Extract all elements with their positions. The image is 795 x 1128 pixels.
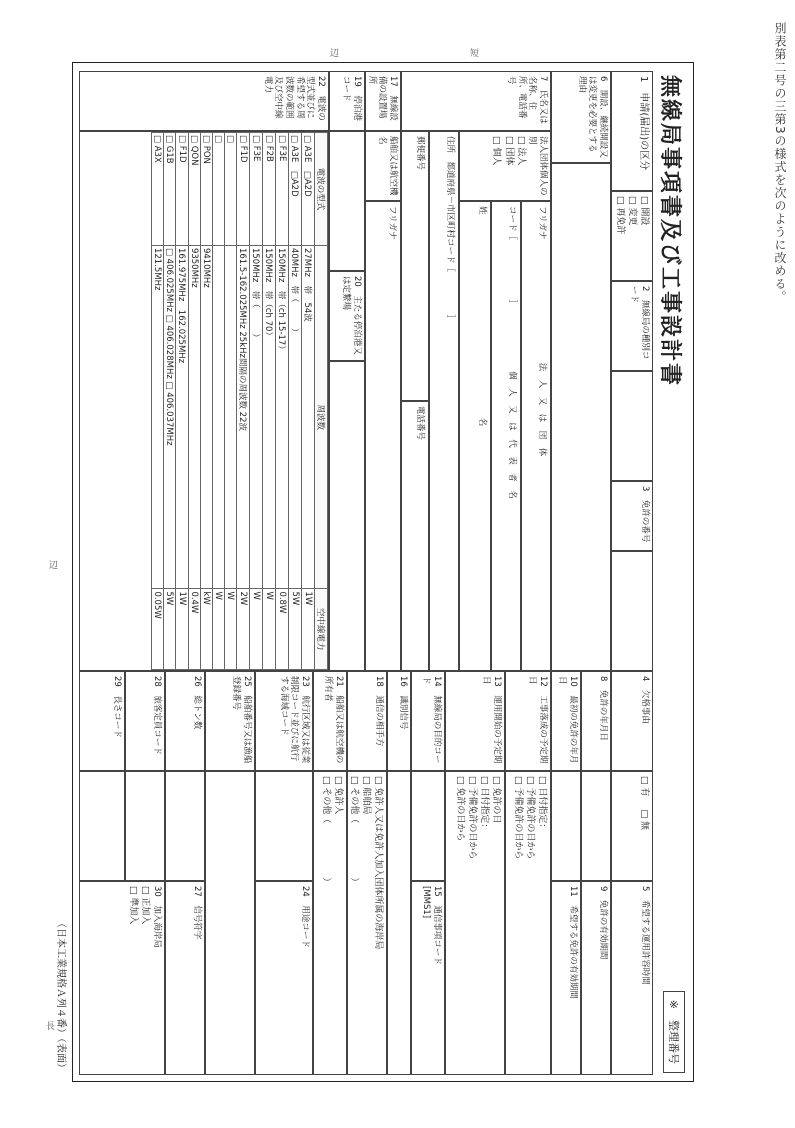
corp-name-header: 法 人 又 は 団 体 bbox=[537, 362, 547, 457]
field-6-value[interactable] bbox=[551, 163, 611, 671]
reference-number-box: ※ 整理番号 bbox=[663, 991, 685, 1073]
emission-row[interactable] bbox=[250, 133, 263, 670]
field-17-furigana: フリガナ bbox=[387, 206, 397, 240]
field-14[interactable] bbox=[411, 671, 445, 771]
frequency: 40MHz 帯（ ） bbox=[289, 245, 302, 588]
field-7-rep[interactable] bbox=[459, 201, 491, 671]
field-7-type-label: 法人団体個人の別 bbox=[527, 136, 548, 196]
emission-header-row bbox=[315, 133, 328, 670]
field-19-label: 19 停泊港コード bbox=[341, 76, 362, 121]
field-4-options[interactable] bbox=[611, 771, 653, 881]
form-title: 無線局事項書及び工事設計書 bbox=[657, 75, 682, 388]
emission-row[interactable] bbox=[189, 133, 201, 670]
frequency: 150MHz 帯（ ） bbox=[250, 245, 263, 588]
field-15-value: [MMS1] bbox=[421, 886, 432, 919]
emission-type[interactable]: □ A3E □A2D bbox=[289, 133, 302, 246]
emission-type[interactable]: □ F1D bbox=[176, 133, 189, 246]
field-6-label: 6 開設、継続開設又は変更を必要とする理由 bbox=[576, 76, 608, 158]
field-10-label: 10 最初の免許の年月日 bbox=[557, 676, 578, 764]
field-10-value[interactable] bbox=[551, 771, 581, 881]
field-4 bbox=[611, 671, 653, 771]
power: 1W bbox=[302, 589, 315, 670]
power: 1W bbox=[176, 589, 189, 670]
field-2[interactable] bbox=[611, 281, 653, 371]
field-11-label: 11 希望する免許の有効期間 bbox=[568, 886, 578, 999]
power: 5W bbox=[164, 589, 176, 670]
field-8-value[interactable] bbox=[581, 771, 611, 881]
header-frequency: 周波数 bbox=[315, 245, 328, 588]
field-7-name[interactable] bbox=[521, 201, 551, 671]
field-21-options[interactable] bbox=[313, 771, 347, 1075]
option-prelim-from[interactable]: □ 予備免許の日から bbox=[466, 776, 478, 1070]
edge-label-left: 辺 bbox=[330, 49, 340, 59]
option-renew[interactable]: □ 再免許 bbox=[614, 196, 626, 276]
emission-type[interactable]: □ A3E □A2D bbox=[302, 133, 315, 246]
option-owner-other[interactable]: □ その他（ ） bbox=[320, 776, 332, 1070]
field-7 bbox=[401, 71, 551, 131]
power: W bbox=[225, 589, 237, 670]
field-17-sub bbox=[365, 131, 401, 201]
emission-row[interactable] bbox=[164, 133, 176, 670]
emission-row[interactable] bbox=[276, 133, 289, 670]
type-corporation[interactable]: □ 法人 bbox=[515, 136, 527, 196]
field-13-options[interactable] bbox=[445, 771, 505, 1075]
power: 0.05W bbox=[152, 589, 164, 670]
frequency bbox=[213, 245, 225, 588]
emission-table bbox=[151, 132, 328, 670]
field-12-options[interactable] bbox=[505, 771, 551, 1075]
field-6[interactable] bbox=[551, 71, 611, 163]
power: 0.4W bbox=[189, 589, 201, 670]
field-22 bbox=[79, 71, 329, 131]
field-7-phone[interactable] bbox=[401, 401, 429, 671]
option-other[interactable]: □ その他（ ） bbox=[348, 776, 360, 1070]
emission-row[interactable] bbox=[237, 133, 250, 670]
power: 5W bbox=[289, 589, 302, 670]
field-20[interactable] bbox=[329, 271, 365, 361]
option-ship-station[interactable]: □ 船舶局 bbox=[360, 776, 372, 1070]
application-form bbox=[55, 62, 694, 1082]
field-21 bbox=[313, 671, 347, 771]
field-1[interactable] bbox=[611, 71, 653, 191]
field-25-value[interactable] bbox=[205, 771, 255, 1075]
option-date-specified[interactable]: □ 日付指定： bbox=[536, 776, 548, 1070]
field-18-label: 18 通信の相手方 bbox=[374, 676, 384, 747]
power: kW bbox=[201, 589, 213, 670]
frequency bbox=[225, 245, 237, 588]
field-12 bbox=[505, 671, 551, 771]
field-23-label: 23 航行区域又は従業制限コード並びに航行する海域コード bbox=[278, 676, 310, 764]
type-group[interactable]: □ 団体 bbox=[502, 136, 514, 196]
emission-type[interactable]: □ F1D bbox=[237, 133, 250, 246]
field-2-value[interactable] bbox=[611, 371, 653, 481]
header-emission-type: 電波の型式 bbox=[315, 133, 328, 246]
field-12-label: 12 工事落成の予定期日 bbox=[527, 676, 548, 764]
emission-type[interactable]: □ F3E bbox=[276, 133, 289, 246]
edge-label-bottom: 長 bbox=[46, 1022, 56, 1032]
option-change[interactable]: □ 変更 bbox=[626, 196, 638, 276]
emission-row[interactable] bbox=[201, 133, 213, 670]
furigana-label: フリガナ bbox=[537, 206, 547, 240]
field-29[interactable] bbox=[79, 671, 125, 771]
frequency: 161.975MHz 162.025MHz bbox=[176, 245, 189, 588]
field-7-code[interactable] bbox=[491, 201, 521, 671]
option-no[interactable]: □ 無 bbox=[639, 810, 649, 830]
field-26[interactable] bbox=[165, 671, 205, 771]
field-30-label: 30 加入海岸局 bbox=[152, 886, 162, 948]
type-individual[interactable]: □ 個人 bbox=[490, 136, 502, 196]
header-power: 空中線電力 bbox=[315, 589, 328, 670]
field-17-sub-label: 船舶又は航空機名 bbox=[377, 136, 398, 196]
field-28-label: 28 旅客定員コード bbox=[152, 676, 162, 755]
frequency: 150MHz 帯（ch 15-17） bbox=[276, 245, 289, 588]
field-9[interactable] bbox=[581, 881, 611, 1075]
field-20-label: 20 主たる停泊港又は定繋場 bbox=[341, 276, 362, 355]
field-5[interactable] bbox=[611, 881, 653, 1075]
field-23[interactable] bbox=[255, 671, 313, 771]
option-date-specified-2[interactable]: □ 日付指定： bbox=[478, 776, 490, 1070]
option-associate-member[interactable]: □ 準加入 bbox=[127, 886, 139, 1070]
field-30[interactable] bbox=[79, 881, 165, 1075]
field-16-label: 16 識別信号 bbox=[398, 676, 408, 730]
field-14-value[interactable] bbox=[411, 771, 445, 881]
option-licensee[interactable]: □ 免許人 bbox=[332, 776, 344, 1070]
emission-table-wrap bbox=[79, 131, 329, 671]
option-license-from[interactable]: □ 免許の日から bbox=[453, 776, 465, 1070]
power: 0.8W bbox=[276, 589, 289, 670]
frequency: 161.5-162.025MHz 25kHz間隔の周波数 22波 bbox=[237, 245, 250, 588]
power: 2W bbox=[237, 589, 250, 670]
frequency: 9410MHz bbox=[201, 245, 213, 588]
field-25[interactable] bbox=[205, 671, 255, 771]
field-7-postal[interactable] bbox=[401, 131, 429, 401]
phone-label: 電話番号 bbox=[415, 406, 425, 441]
option-coast-station[interactable]: □ 免許人又は免許人加入団体所属の海岸局 bbox=[372, 776, 384, 1070]
field-24[interactable] bbox=[255, 881, 313, 1075]
field-22-label: 22 電波の型式並びに希望する周波数の範囲及び空中線電力 bbox=[262, 76, 326, 121]
field-16-value[interactable] bbox=[387, 771, 411, 1075]
code-label: コード［ ］ bbox=[507, 206, 517, 309]
field-2-label: 2 無線局の種別コード bbox=[629, 286, 650, 360]
frequency: 121.5MHz bbox=[152, 245, 164, 588]
emission-type[interactable]: □ F3E bbox=[250, 133, 263, 246]
edge-label-right: 短 bbox=[470, 49, 480, 59]
field-18 bbox=[347, 671, 387, 771]
surname-label: 姓 bbox=[477, 206, 487, 215]
field-28-value[interactable] bbox=[125, 771, 165, 881]
field-1-options[interactable] bbox=[611, 191, 653, 281]
field-1-label: 1 申請(届出)の区分 bbox=[638, 76, 649, 171]
option-prelim-days[interactable]: □ 予備免許の日から bbox=[512, 776, 524, 1070]
field-11[interactable] bbox=[551, 881, 581, 1075]
emission-row[interactable] bbox=[213, 133, 225, 670]
rep-name-header: 個 人 又 は 代 表 者 名 bbox=[507, 371, 517, 499]
power: W bbox=[213, 589, 225, 670]
field-3-label: 3 免許の番号 bbox=[640, 486, 650, 543]
emission-type[interactable] bbox=[225, 133, 237, 246]
power: W bbox=[250, 589, 263, 670]
emission-row[interactable] bbox=[176, 133, 189, 670]
field-16[interactable] bbox=[387, 671, 411, 771]
postal-label: 郵便番号 bbox=[415, 136, 425, 171]
field-8[interactable] bbox=[581, 671, 611, 771]
emission-type[interactable]: □ PON bbox=[201, 133, 213, 246]
field-3-value[interactable] bbox=[611, 551, 653, 671]
option-license-day[interactable]: □ 免許の日 bbox=[490, 776, 502, 1070]
field-29-label: 29 長さコード bbox=[112, 676, 122, 738]
field-21-label: 21 船舶又は航空機の所有者 bbox=[323, 676, 344, 764]
field-27-label: 27 信号符字 bbox=[192, 886, 202, 940]
field-4-label: 4 欠格事由 bbox=[640, 676, 650, 724]
field-15[interactable] bbox=[411, 881, 445, 1075]
address-label: 住所 都道府県－市区町村コード［ ］ bbox=[445, 136, 455, 324]
field-18-options[interactable] bbox=[347, 771, 387, 1075]
field-8-label: 8 免許の年月日 bbox=[598, 676, 608, 741]
field-17-label: 17 無線設備の設置場所 bbox=[366, 76, 398, 121]
field-19-value[interactable] bbox=[329, 131, 365, 271]
field-3[interactable] bbox=[611, 481, 653, 551]
field-17 bbox=[365, 71, 401, 131]
field-26-label: 26 総トン数 bbox=[192, 676, 202, 730]
field-10[interactable] bbox=[551, 671, 581, 771]
field-14-label: 14 無線局の目的コード bbox=[421, 676, 442, 764]
field-13 bbox=[445, 671, 505, 771]
emission-type[interactable]: □ QON bbox=[189, 133, 201, 246]
field-7-address[interactable] bbox=[429, 131, 459, 671]
field-27[interactable] bbox=[165, 881, 205, 1075]
emission-row[interactable] bbox=[152, 133, 164, 670]
emission-row[interactable] bbox=[302, 133, 315, 670]
emission-row[interactable] bbox=[289, 133, 302, 670]
emission-type[interactable]: □ G1B bbox=[164, 133, 176, 246]
field-7-type[interactable] bbox=[459, 131, 551, 201]
field-29-value[interactable] bbox=[79, 771, 125, 881]
given-name-label: 名 bbox=[477, 417, 487, 427]
emission-row[interactable] bbox=[263, 133, 276, 670]
option-yes[interactable]: □ 有 bbox=[639, 776, 649, 796]
field-7-label: 7 氏名又は名称、住所、電話番号 bbox=[506, 76, 548, 124]
emission-row[interactable] bbox=[225, 133, 237, 670]
field-17-value[interactable] bbox=[365, 201, 401, 671]
field-19[interactable] bbox=[329, 71, 365, 131]
power: W bbox=[263, 589, 276, 670]
frequency: 9350MHz bbox=[189, 245, 201, 588]
frequency: 150MHz 帯（ch 70） bbox=[263, 245, 276, 588]
field-24-label: 24 用途コード bbox=[300, 886, 310, 948]
emission-type[interactable]: □ A3X bbox=[152, 133, 164, 246]
option-full-member[interactable]: □ 正加入 bbox=[139, 886, 151, 1070]
edge-label-side: 辺 bbox=[47, 560, 57, 569]
field-15-label: 15 通信事項コード bbox=[432, 886, 442, 965]
paper-standard-note: （日本工業規格Ａ列４番）（表面） bbox=[55, 918, 66, 1073]
field-5-label: 5 希望する運用許容時間 bbox=[640, 886, 650, 985]
field-25-label: 25 船舶番号又は漁船登録番号 bbox=[231, 676, 252, 764]
option-open[interactable]: □ 開設 bbox=[638, 196, 650, 276]
field-20-value[interactable] bbox=[329, 361, 365, 671]
field-9-label: 9 免許の有効期間 bbox=[598, 886, 608, 960]
emission-type[interactable] bbox=[213, 133, 225, 246]
form-wrapper bbox=[55, 62, 694, 1082]
field-23-value[interactable] bbox=[255, 771, 313, 881]
field-26-value[interactable] bbox=[165, 771, 205, 881]
amendment-note: 別表第二号の三第3の様式を次のように改める。 bbox=[773, 22, 787, 304]
frequency: 27MHz 帯 54波 bbox=[302, 245, 315, 588]
frequency: □ 406.025MHz □ 406.028MHz □ 406.037MHz bbox=[164, 245, 176, 588]
field-13-label: 13 運用開始の予定期日 bbox=[481, 676, 502, 764]
field-28[interactable] bbox=[125, 671, 165, 771]
option-prelim-months[interactable]: □ 予備免許の日から bbox=[524, 776, 536, 1070]
emission-type[interactable]: □ F2B bbox=[263, 133, 276, 246]
edge-labels bbox=[0, 46, 795, 62]
